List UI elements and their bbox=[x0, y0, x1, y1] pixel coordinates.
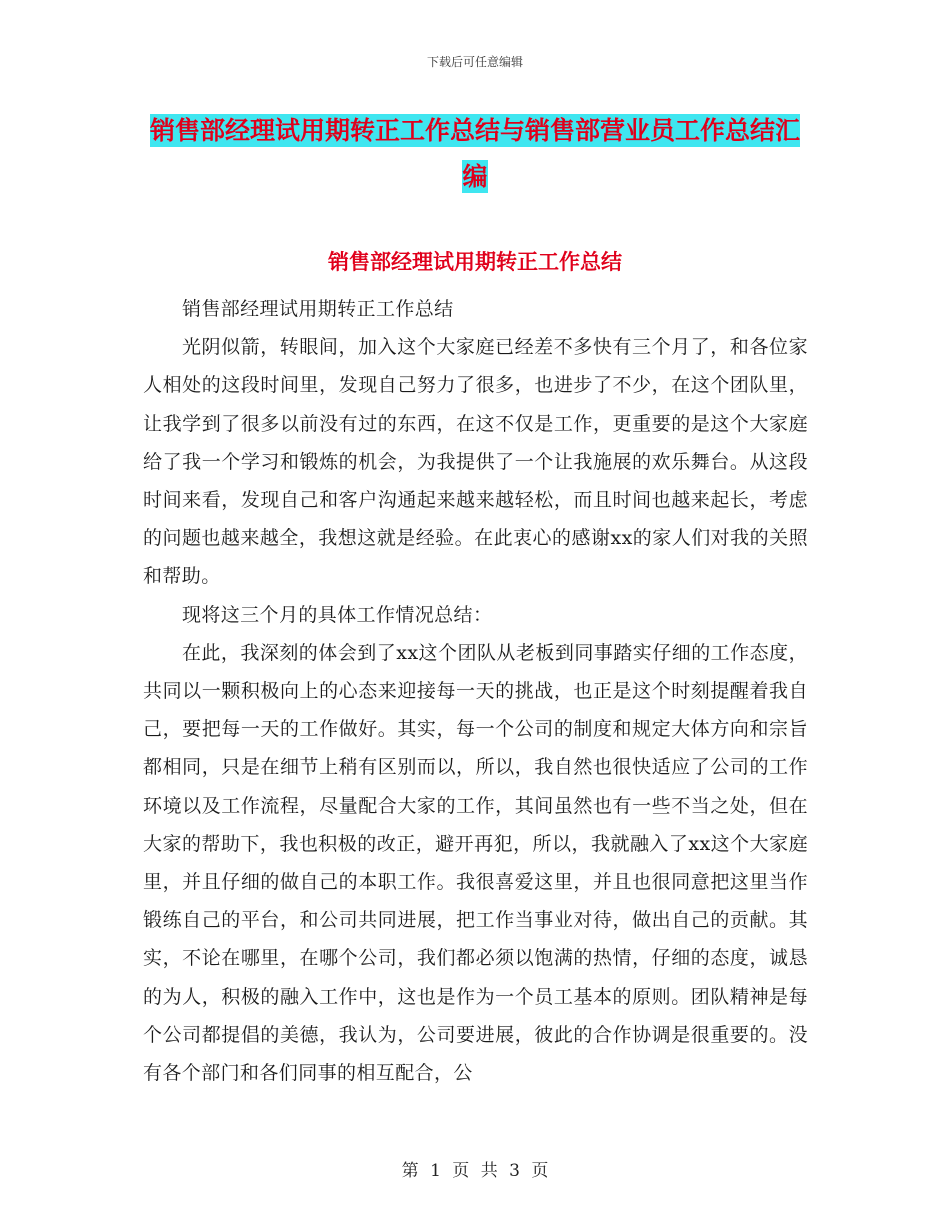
page-header-note: 下载后可任意编辑 bbox=[426, 55, 523, 69]
paragraph: 现将这三个月的具体工作情况总结： bbox=[181, 603, 493, 626]
paragraph: 光阴似箭，转眼间，加入这个大家庭已经差不多快有三个月了，和各位家人相处的这段时间里，发现自己努力了很多，也进步了不少，在这个团队里，让我学到了很多以前没有过的东西，在这不仅是工作，更重要的是这个大家庭给了我一个学习和锻炼的机会，为我提供了一个让我施展的欢乐舞台。从这段时间来看，发现自己和客户沟通起来越来越轻松，而且时间也越来起长，考虑的问题也越来越全，我想这就是经验。在此衷心的感谢xx的家人们对我的关照和帮助。 bbox=[143, 336, 808, 588]
paragraph: 在此，我深刻的体会到了xx这个团队从老板到同事踏实仔细的工作态度，共同以一颗积极向上的心态来迎接每一天的挑战，也正是这个时刻提醒着我自己，要把每一天的工作做好。其实，每一个公司的制度和规定大体方向和宗旨都相同，只是在细节上稍有区别而以，所以，我自然也很快适应了公司的工作环境以及工作流程，尽量配合大家的工作，其间虽然也有一些不当之处，但在大家的帮助下，我也积极的改正，避开再犯，所以，我就融入了xx这个大家庭里，并且仔细的做自己的本职工作。我很喜爱这里，并且也很同意把这里当作锻练自己的平台，和公司共同进展，把工作当事业对待，做出自己的贡献。其实，不论在哪里，在哪个公司，我们都必须以饱满的热情，仔细的态度，诚恳的为人，积极的融入工作中，这也是作为一个员工基本的原则。团队精神是每个公司都提倡的美德，我认为，公司要进展，彼此的合作协调是很重要的。没有各个部门和各们同事的相互配合，公 bbox=[143, 641, 808, 1085]
section-title: 销售部经理试用期转正工作总结 bbox=[328, 250, 622, 274]
document-body bbox=[143, 290, 808, 1092]
paragraph: 销售部经理试用期转正工作总结 bbox=[181, 298, 454, 320]
page-number-footer: 第 1 页 共 3 页 bbox=[401, 1161, 549, 1181]
main-title-text: 销售部经理试用期转正工作总结与销售部营业员工作总结汇编 bbox=[149, 116, 800, 191]
document-main-title bbox=[140, 108, 810, 200]
